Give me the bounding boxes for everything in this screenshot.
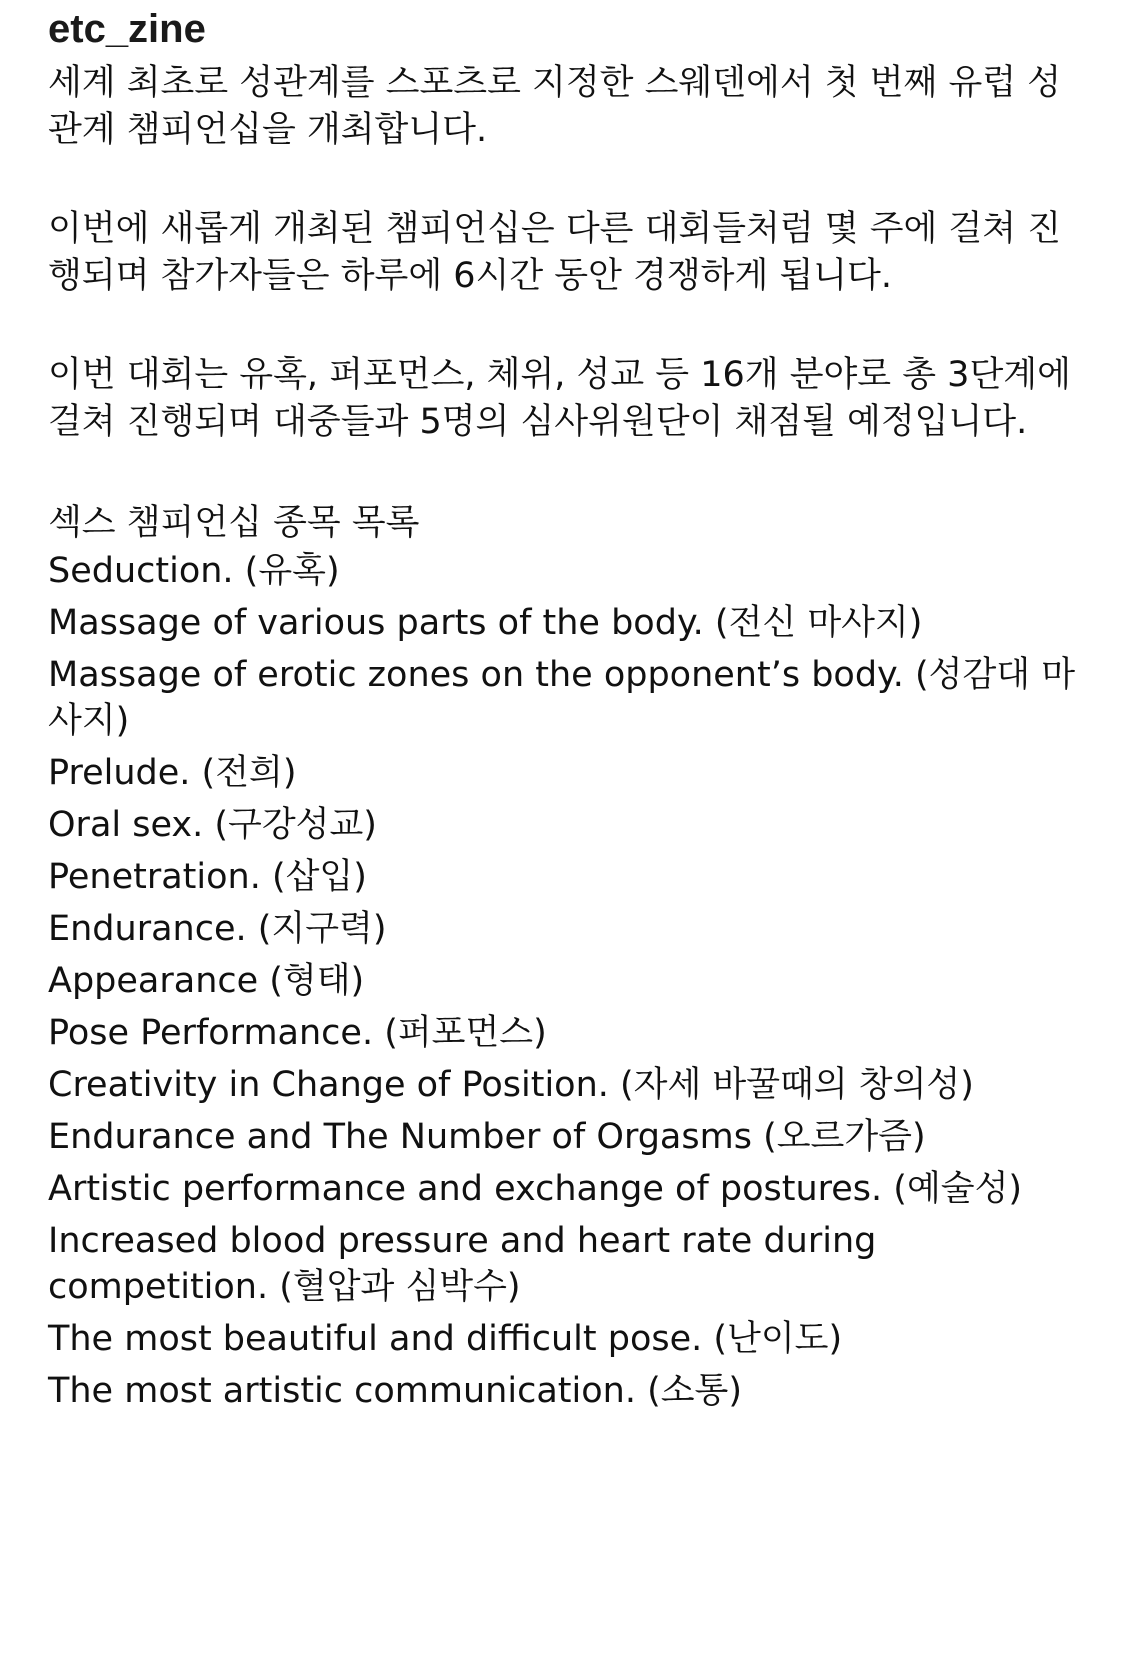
paragraph-spacer [48,154,1088,206]
list-item: Appearance (형태) [48,961,365,1001]
post-username[interactable]: etc_zine [48,7,206,51]
list-item: Artistic performance and exchange of postures. (예술성) [48,1169,1023,1209]
post-caption [48,6,1088,1420]
list-item: Massage of erotic zones on the opponent’s body. (성감대 마사지) [48,655,1076,741]
list-item: The most beautiful and difficult pose. (난이도) [48,1319,843,1359]
list-item: Oral sex. (구강성교) [48,805,377,845]
list-item: The most artistic communication. (소통) [48,1371,742,1411]
list-item: Endurance and The Number of Orgasms (오르가즘) [48,1117,926,1157]
event-list [48,548,1088,1414]
list-item: Increased blood pressure and heart rate during competition. (혈압과 심박수) [48,1221,877,1307]
list-item: Penetration. (삽입) [48,857,367,897]
list-item: Seduction. (유혹) [48,551,340,591]
paragraph-spacer [48,300,1088,352]
caption-paragraph-3: 이번 대회는 유혹, 퍼포먼스, 체위, 성교 등 16개 분야로 총 3단계에 걸쳐 진행되며 대중들과 5명의 심사위원단이 채점될 예정입니다. [48,355,1083,442]
caption-paragraph-2: 이번에 새롭게 개최된 챔피언십은 다른 대회들처럼 몇 주에 걸쳐 진행되며 참가자들은 하루에 6시간 동안 경쟁하게 됩니다. [48,209,1062,296]
paragraph-spacer [48,446,1088,498]
list-item: Endurance. (지구력) [48,909,387,949]
caption-paragraph-1: 세계 최초로 성관계를 스포츠로 지정한 스웨덴에서 첫 번째 유럽 성관계 챔피언십을 개최합니다. [48,63,1062,150]
list-item: Massage of various parts of the body. (전신 마사지) [48,603,923,643]
list-item: Pose Performance. (퍼포먼스) [48,1013,547,1053]
list-item: Prelude. (전희) [48,753,297,793]
list-item: Creativity in Change of Position. (자세 바꿀때의 창의성) [48,1065,974,1105]
event-list-heading: 섹스 챔피언십 종목 목록 [48,503,420,543]
